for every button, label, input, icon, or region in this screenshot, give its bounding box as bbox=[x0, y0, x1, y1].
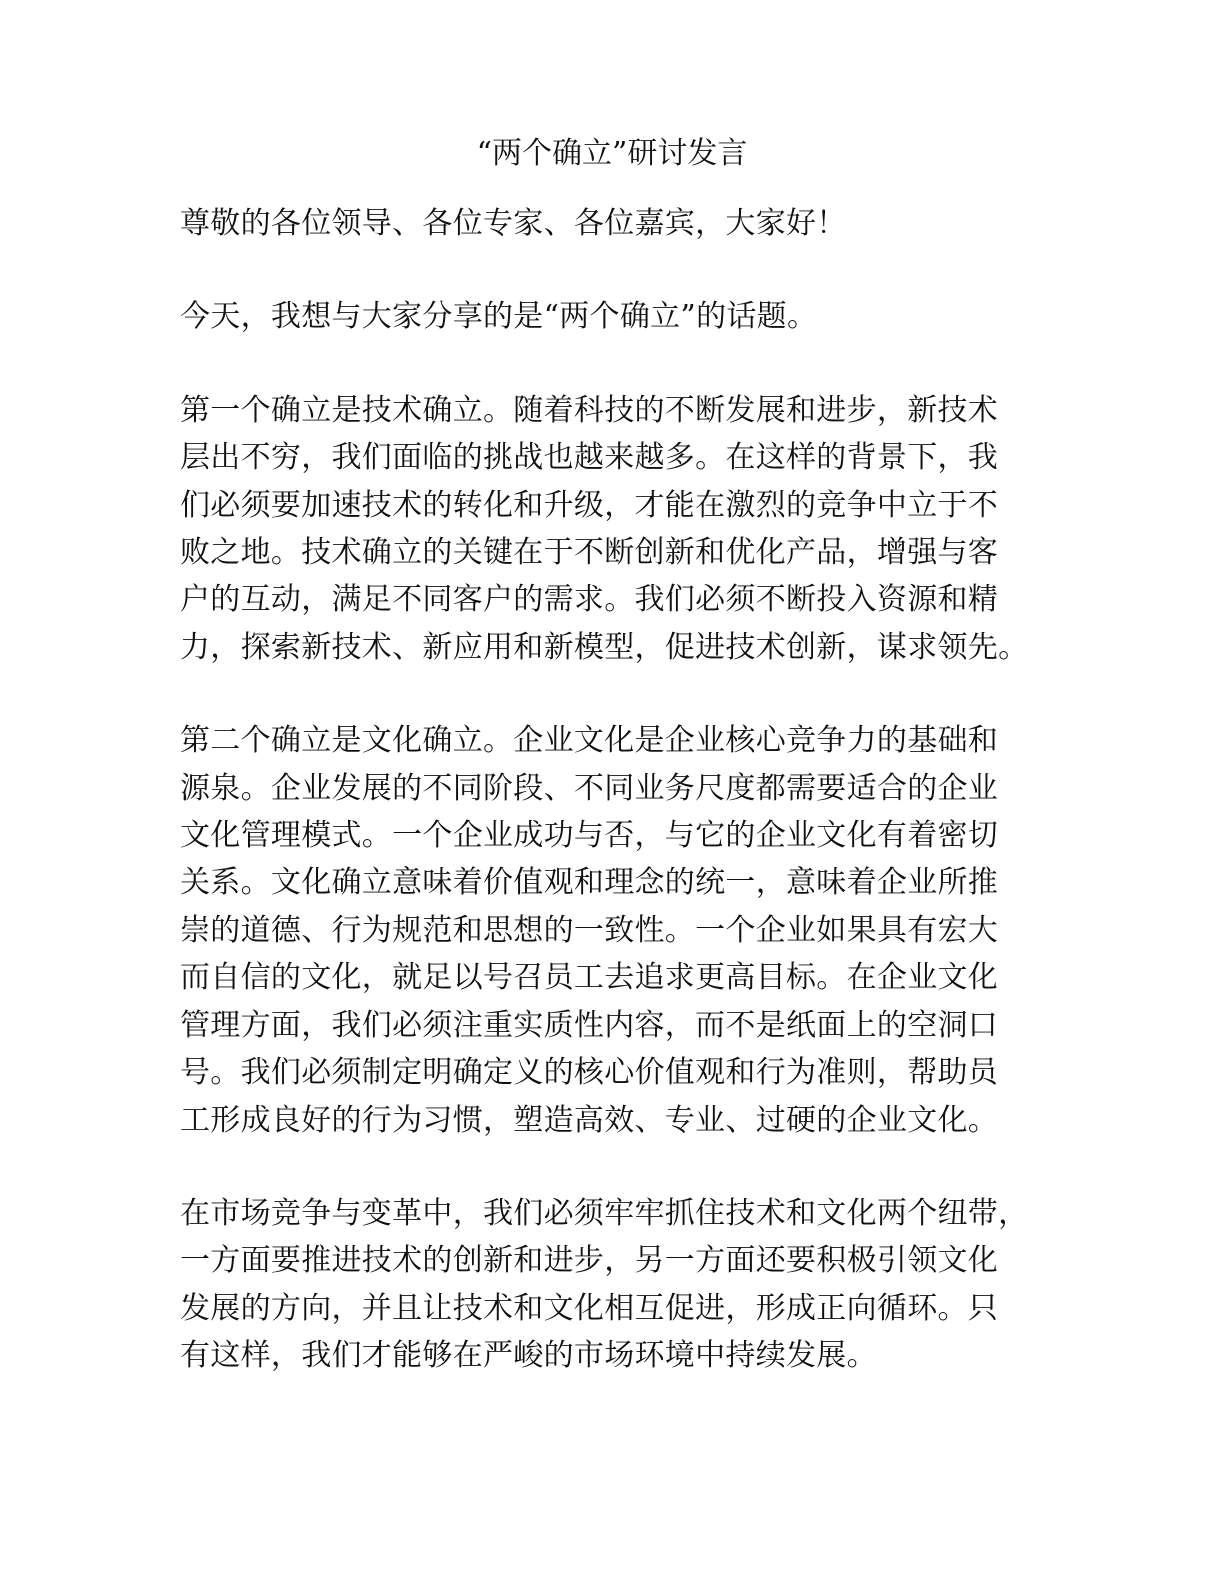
text-line: 们必须要加速技术的转化和升级，才能在激烈的竞争中立于不 bbox=[180, 487, 999, 523]
text-line: 源泉。企业发展的不同阶段、不同业务尺度都需要适合的企业 bbox=[180, 770, 999, 806]
text-line: 第二个确立是文化确立。企业文化是企业核心竞争力的基础和 bbox=[180, 723, 999, 759]
text-line: 管理方面，我们必须注重实质性内容，而不是纸面上的空洞口 bbox=[180, 1007, 999, 1043]
text-line: 号。我们必须制定明确定义的核心价值观和行为准则，帮助员 bbox=[180, 1055, 999, 1091]
text-line: 今天，我想与大家分享的是“两个确立”的话题。 bbox=[180, 299, 818, 335]
text-line: 而自信的文化，就足以号召员工去追求更高目标。在企业文化 bbox=[180, 960, 999, 996]
text-line: 一方面要推进技术的创新和进步，另一方面还要积极引领文化 bbox=[180, 1243, 999, 1279]
culture-paragraph bbox=[180, 717, 1050, 1144]
greeting-paragraph bbox=[180, 200, 1050, 247]
document-title: “两个确立”研讨发言 bbox=[476, 136, 748, 171]
text-line: 在市场竞争与变革中，我们必须牢牢抓住技术和文化两个纽带， bbox=[180, 1195, 1029, 1231]
text-line: 崇的道德、行为规范和思想的一致性。一个企业如果具有宏大 bbox=[180, 912, 999, 948]
text-line: 关系。文化确立意味着价值观和理念的统一，意味着企业所推 bbox=[180, 865, 999, 901]
text-line: 败之地。技术确立的关键在于不断创新和优化产品，增强与客 bbox=[180, 535, 999, 571]
text-line: 力，探索新技术、新应用和新模型，促进技术创新，谋求领先。 bbox=[180, 629, 1029, 665]
text-line: 有这样，我们才能够在严峻的市场环境中持续发展。 bbox=[180, 1338, 877, 1374]
text-line: 层出不穷，我们面临的挑战也越来越多。在这样的背景下，我 bbox=[180, 440, 999, 476]
text-line: 工形成良好的行为习惯，塑造高效、专业、过硬的企业文化。 bbox=[180, 1102, 999, 1138]
text-line: 第一个确立是技术确立。随着科技的不断发展和进步，新技术 bbox=[180, 392, 999, 428]
text-line: 发展的方向，并且让技术和文化相互促进，形成正向循环。只 bbox=[180, 1290, 999, 1326]
text-line: 尊敬的各位领导、各位专家、各位嘉宾，大家好！ bbox=[180, 206, 847, 241]
intro-paragraph bbox=[180, 293, 1050, 340]
conclusion-paragraph bbox=[180, 1190, 1050, 1380]
document-body bbox=[180, 200, 1050, 1426]
technology-paragraph bbox=[180, 387, 1050, 671]
text-line: 文化管理模式。一个企业成功与否，与它的企业文化有着密切 bbox=[180, 818, 999, 854]
text-line: 户的互动，满足不同客户的需求。我们必须不断投入资源和精 bbox=[180, 582, 999, 618]
